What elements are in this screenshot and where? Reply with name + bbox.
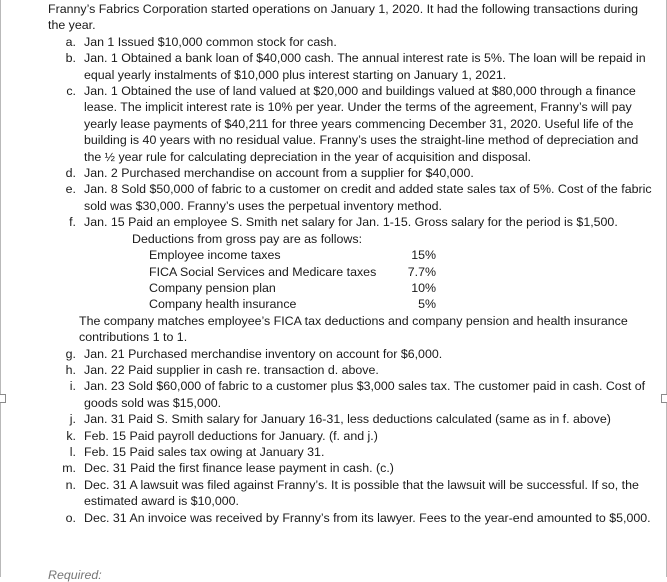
list-item: o. Dec. 31 An invoice was received by Franny’s from its lawyer. Fees to the year-end amounted to $5,000.	[65, 510, 651, 525]
table-row: Company pension plan 10%	[149, 280, 436, 295]
transaction-list-1	[48, 34, 653, 231]
intro-paragraph: Franny’s Fabrics Corporation started operations on January 1, 2020. It had the following transactions during the year.	[48, 2, 639, 33]
required-heading: Required:	[48, 568, 102, 582]
table-row: Company health insurance 5%	[149, 297, 436, 312]
list-item: b. Jan. 1 Obtained a bank loan of $40,000 cash. The annual interest rate is 5%. The loan will be repaid in equal yearly instalments of $10,000 plus interest starting on January 1, 2021.	[65, 51, 646, 82]
list-item: g. Jan. 21 Purchased merchandise inventory on account for $6,000.	[65, 346, 443, 361]
resize-handle-right[interactable]	[661, 394, 667, 403]
list-item: m. Dec. 31 Paid the first finance lease payment in cash. (c.)	[62, 461, 394, 476]
list-item: h. Jan. 22 Paid supplier in cash re. transaction d. above.	[65, 362, 379, 377]
list-item: c. Jan. 1 Obtained the use of land valued at $20,000 and buildings valued at $80,000 through a finance lease. The implicit interest rate is 10% per year. Under the terms of the agreement, Franny’s will pay yearly lease payments of $40,211 for three years commencing December 31, 2020. Useful life of the building is 40 years with no residual value. Franny’s uses the straight-line method of depreciation and the ½ year rule for calculating depreciation in the year of acquisition and disposal.	[66, 84, 639, 164]
list-item: f. Jan. 15 Paid an employee S. Smith net salary for Jan. 1-15. Gross salary for the period is $1,500.	[69, 215, 618, 230]
deductions-heading: Deductions from gross pay are as follows:	[132, 231, 363, 246]
deductions-note: The company matches employee’s FICA tax deductions and company pension and health insurance contributions 1 to 1.	[79, 313, 628, 345]
deductions-table	[48, 231, 653, 346]
list-item: e. Jan. 8 Sold $50,000 of fabric to a customer on credit and added state sales tax of 5%. Cost of the fabric sold was $30,000. Franny’s uses the perpetual inventory method.	[65, 182, 652, 213]
list-item: j. Jan. 31 Paid S. Smith salary for January 16-31, less deductions calculated (same as in f. above)	[69, 412, 611, 427]
list-item: k. Feb. 15 Paid payroll deductions for January. (f. and j.)	[66, 428, 378, 443]
table-row: Employee income taxes 15%	[149, 248, 436, 263]
resize-handle-left[interactable]	[0, 394, 6, 403]
list-item: i. Jan. 23 Sold $60,000 of fabric to a customer plus $3,000 sales tax. The customer paid in cash. Cost of goods sold was $15,000.	[69, 379, 646, 410]
list-item: l. Feb. 15 Paid sales tax owing at January 31.	[69, 444, 325, 459]
list-item: a. Jan 1 Issued $10,000 common stock for cash.	[65, 34, 337, 49]
transaction-text	[48, 1, 653, 526]
transaction-list-2	[48, 346, 653, 526]
list-item: d. Jan. 2 Purchased merchandise on account from a supplier for $40,000.	[65, 166, 474, 181]
list-item: n. Dec. 31 A lawsuit was filed against Franny’s. It is possible that the lawsuit will be successful. If so, the estimated award is $10,000.	[65, 477, 639, 509]
table-row: FICA Social Services and Medicare taxes 7.7%	[149, 264, 436, 279]
